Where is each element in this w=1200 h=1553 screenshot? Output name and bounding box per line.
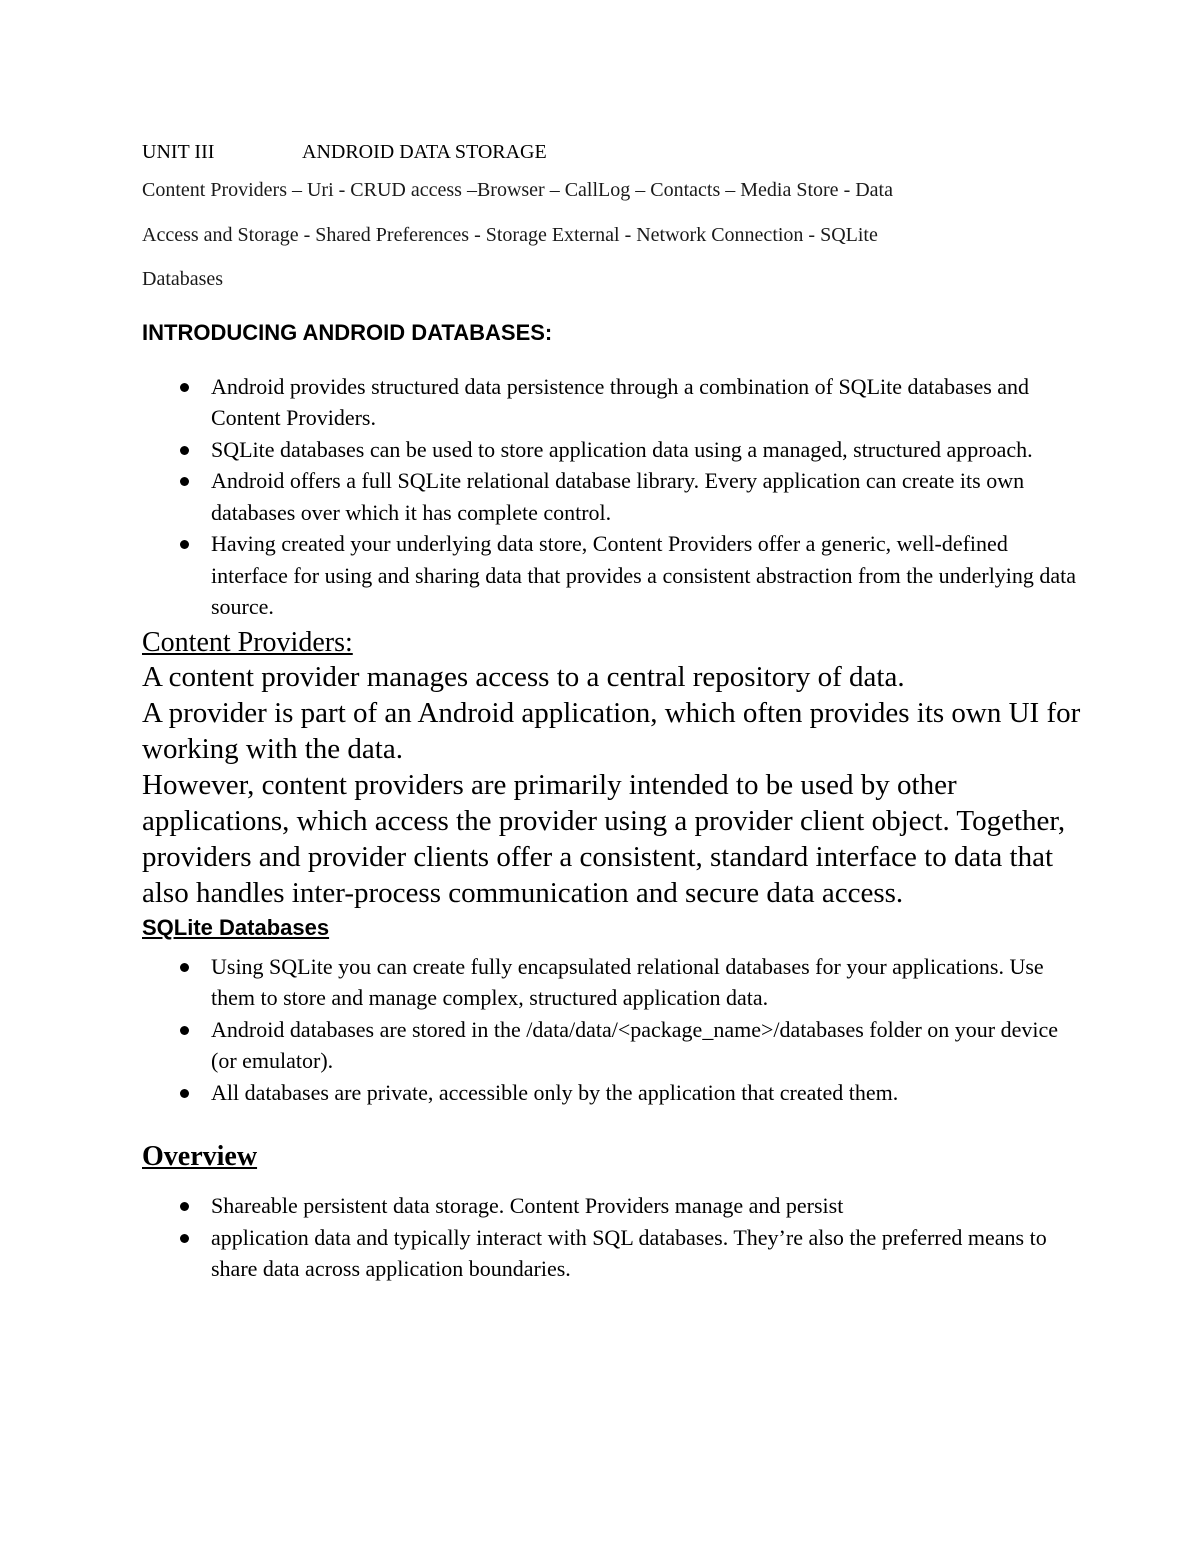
bullet-icon xyxy=(180,1089,189,1098)
list-item xyxy=(142,1014,1082,1077)
syllabus-topics xyxy=(142,168,1082,302)
document-page xyxy=(142,136,1082,1285)
overview-heading: Overview xyxy=(142,1141,258,1172)
list-item-text: Android databases are stored in the /data/data/<package_name>/databases folder on your device (or emulator). xyxy=(211,1016,1059,1073)
list-item-text: Shareable persistent data storage. Content Providers manage and persist xyxy=(211,1193,844,1218)
bullet-icon xyxy=(180,1202,189,1211)
content-providers-body xyxy=(142,659,1082,911)
intro-heading: INTRODUCING ANDROID DATABASES: xyxy=(142,319,553,345)
list-item-text: SQLite databases can be used to store application data using a managed, structured approach. xyxy=(211,436,1033,462)
list-item-text: Using SQLite you can create fully encapsulated relational databases for your applications. Use them to store and manage complex, structured application data. xyxy=(211,953,1044,1010)
list-item xyxy=(142,371,1082,434)
list-item xyxy=(142,951,1082,1014)
paragraph: A provider is part of an Android application, which often provides its own UI for working with the data. xyxy=(142,696,1081,765)
syllabus-line: Access and Storage - Shared Preferences - Storage External - Network Connection - SQLite xyxy=(142,223,878,246)
list-item-text: Having created your underlying data store, Content Providers offer a generic, well-defined interface for using and sharing data that provides a consistent abstraction from the underlying data source. xyxy=(211,531,1077,619)
bullet-icon xyxy=(180,540,189,549)
bullet-icon xyxy=(180,1026,189,1035)
syllabus-line: Content Providers – Uri - CRUD access –Browser – CallLog – Contacts – Media Store - Data xyxy=(142,179,893,201)
list-item xyxy=(142,434,1082,466)
list-item-text: All databases are private, accessible only by the application that created them. xyxy=(211,1079,899,1105)
list-item xyxy=(142,1222,1082,1285)
bullet-icon xyxy=(180,963,189,972)
bullet-icon xyxy=(180,383,189,392)
list-item xyxy=(142,1077,1082,1109)
list-item-text: Android offers a full SQLite relational database library. Every application can create its own databases over which it has complete control. xyxy=(211,468,1025,525)
paragraph: A content provider manages access to a central repository of data. xyxy=(142,660,905,693)
syllabus-line: Databases xyxy=(142,268,224,290)
unit-title: ANDROID DATA STORAGE xyxy=(302,141,547,163)
content-providers-heading: Content Providers: xyxy=(142,626,353,658)
intro-bullet-list xyxy=(142,371,1082,623)
overview-bullet-list xyxy=(142,1190,1082,1285)
list-item xyxy=(142,1190,1082,1222)
list-item-text: application data and typically interact with SQL databases. They’re also the preferred means to share data across application boundaries. xyxy=(211,1224,1047,1281)
bullet-icon xyxy=(180,1234,189,1243)
bullet-icon xyxy=(180,446,189,455)
bullet-icon xyxy=(180,477,189,486)
list-item xyxy=(142,465,1082,528)
list-item xyxy=(142,528,1082,623)
sqlite-bullet-list xyxy=(142,951,1082,1109)
list-item-text: Android provides structured data persistence through a combination of SQLite databases and Content Providers. xyxy=(211,373,1030,430)
unit-header xyxy=(142,136,1082,168)
paragraph: However, content providers are primarily intended to be used by other applications, which access the provider using a provider client object. Together, providers and provider clients offer a consistent, standard interface to data that also handles inter-process communication and secure data access. xyxy=(142,768,1066,909)
sqlite-databases-heading: SQLite Databases xyxy=(142,914,330,940)
unit-number: UNIT III xyxy=(142,141,215,163)
